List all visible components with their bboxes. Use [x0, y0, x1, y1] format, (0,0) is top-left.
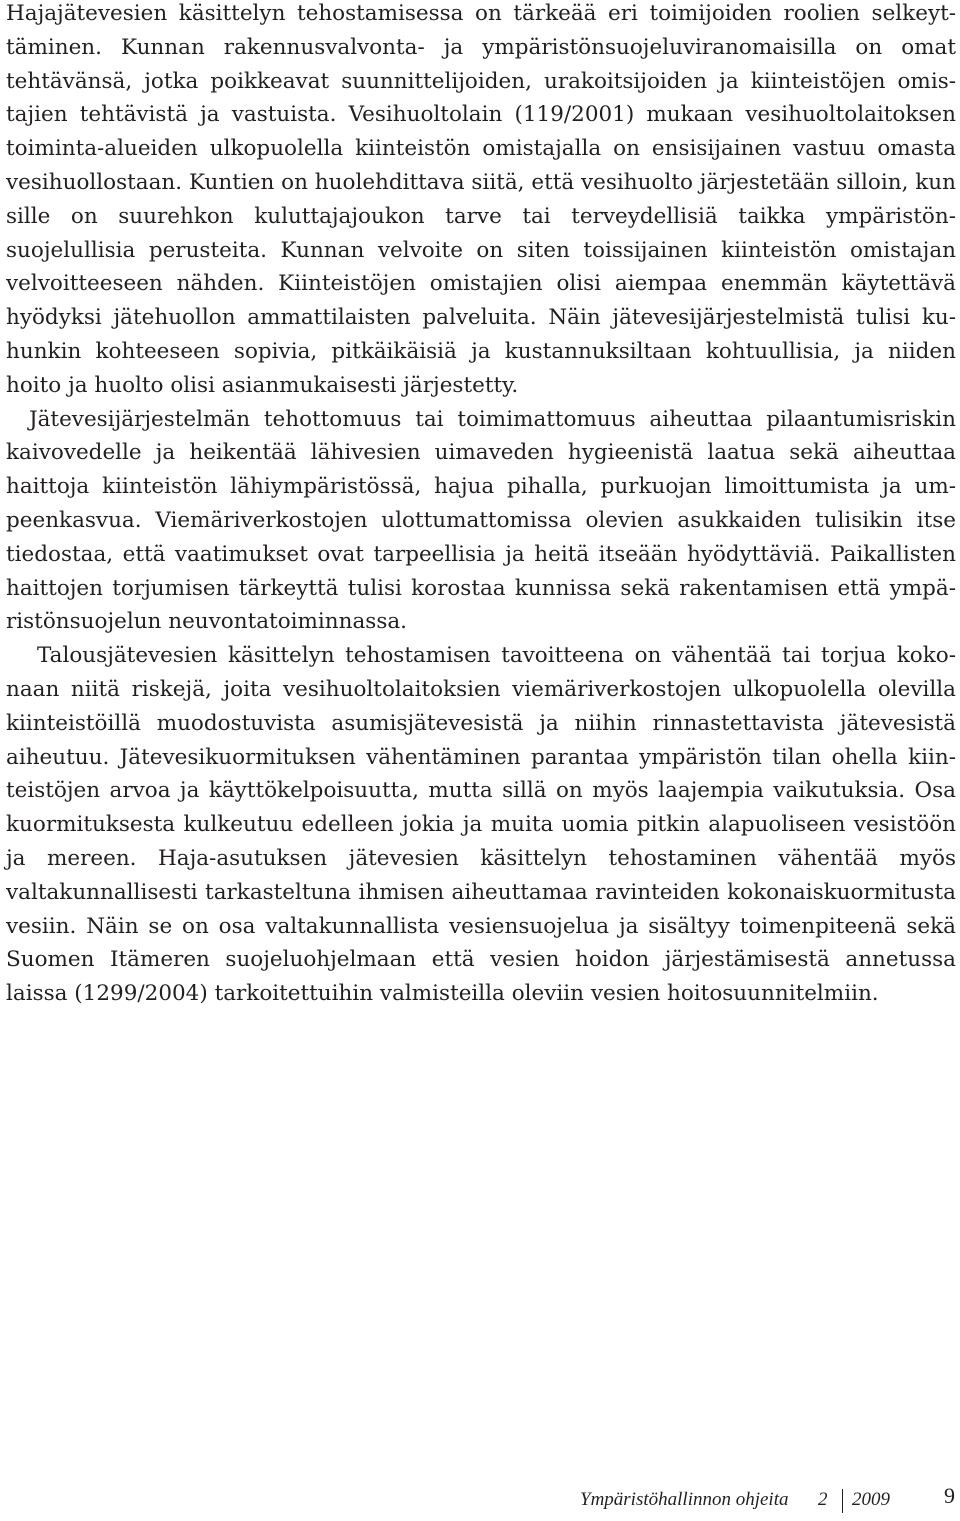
paragraph-1: Hajajätevesien käsittelyn tehostamisessa on tärkeää eri toimijoiden roolien selkeyttäminen. Kunnan rakennusvalvonta- ja ympäristönsuojeluviranomaisilla on omat tehtävänsä, jotka poikkeavat suunnittelijoiden, urakoitsijoiden ja kiinteistöjen omistajien tehtävistä ja vastuista. Vesihuoltolain (119/2001) mukaan vesihuoltolaitoksen toiminta-alueiden ulkopuolella kiinteistön omistajalla on ensisijainen vastuu omasta vesihuollostaan. Kuntien on huolehdittava siitä, että vesihuolto järjestetään silloin, kun sille on suurehkon kuluttajajoukon tarve tai terveydellisiä taikka ympäristönsuojelullisia perusteita. Kunnan velvoite on siten toissijainen kiinteistön omistajan velvoitteeseen nähden. Kiinteistöjen omistajien olisi aiempaa enemmän käytettävä hyödyksi jätehuollon ammattilaisten palveluita. Näin jätevesijärjestelmistä tulisi kuhunkin kohteeseen sopivia, pitkäikäisiä ja kustannuksiltaan kohtuullisia, ja niiden hoito ja huolto olisi asianmukaisesti järjestetty.	[6, 1, 956, 398]
page-footer	[560, 1481, 960, 1521]
paragraph-3: Talousjätevesien käsittelyn tehostamisen tavoitteena on vähentää tai torjua kokonaan niitä riskejä, joita vesihuoltolaitoksien viemäriverkostojen ulkopuolella olevilla kiinteistöillä muodostuvista asumisjätevesistä ja niihin rinnastettavista jätevesistä aiheutuu. Jätevesikuormituksen vähentäminen parantaa ympäristön tilan ohella kiinteistöjen arvoa ja käyttökelpoisuutta, mutta sillä on myös laajempia vaikutuksia. Osa kuormituksesta kulkeutuu edelleen jokia ja muita uomia pitkin alapuoliseen vesistöön ja mereen. Haja-asutuksen jätevesien käsittelyn tehostaminen vähentää myös valtakunnallisesti tarkasteltuna ihmisen aiheuttamaa ravinteiden kokonaiskuormitusta vesiin. Näin se on osa valtakunnallista vesiensuojelua ja sisältyy toimenpiteenä sekä Suomen Itämeren suojeluohjelmaan että vesien hoidon järjestämisestä annetussa laissa (1299/2004) tarkoitettuihin valmisteilla oleviin vesien hoitosuunnitelmiin.	[6, 643, 956, 1007]
footer-year: 2009	[852, 1489, 890, 1510]
footer-publication-title: Ympäristöhallinnon ohjeita	[580, 1489, 789, 1510]
footer-divider	[842, 1489, 843, 1513]
footer-issue-number: 2	[818, 1489, 828, 1510]
paragraph-2: Jätevesijärjestelmän tehottomuus tai toimimattomuus aiheuttaa pilaantumisriskin kaivovedelle ja heikentää lähivesien uimaveden hygieenistä laatua sekä aiheuttaa haittoja kiinteistön lähiympäristössä, hajua pihalla, purkuojan limoittumista ja umpeenkasvua. Viemäriverkostojen ulottumattomissa olevien asukkaiden tulisikin itse tiedostaa, että vaatimukset ovat tarpeellisia ja heitä itseään hyödyttäviä. Paikallisten haittojen torjumisen tärkeyttä tulisi korostaa kunnissa sekä rakentamisen että ympäristönsuojelun neuvontatoiminnassa.	[6, 406, 956, 635]
page-number: 9	[944, 1483, 955, 1508]
body-text	[6, 0, 956, 1011]
